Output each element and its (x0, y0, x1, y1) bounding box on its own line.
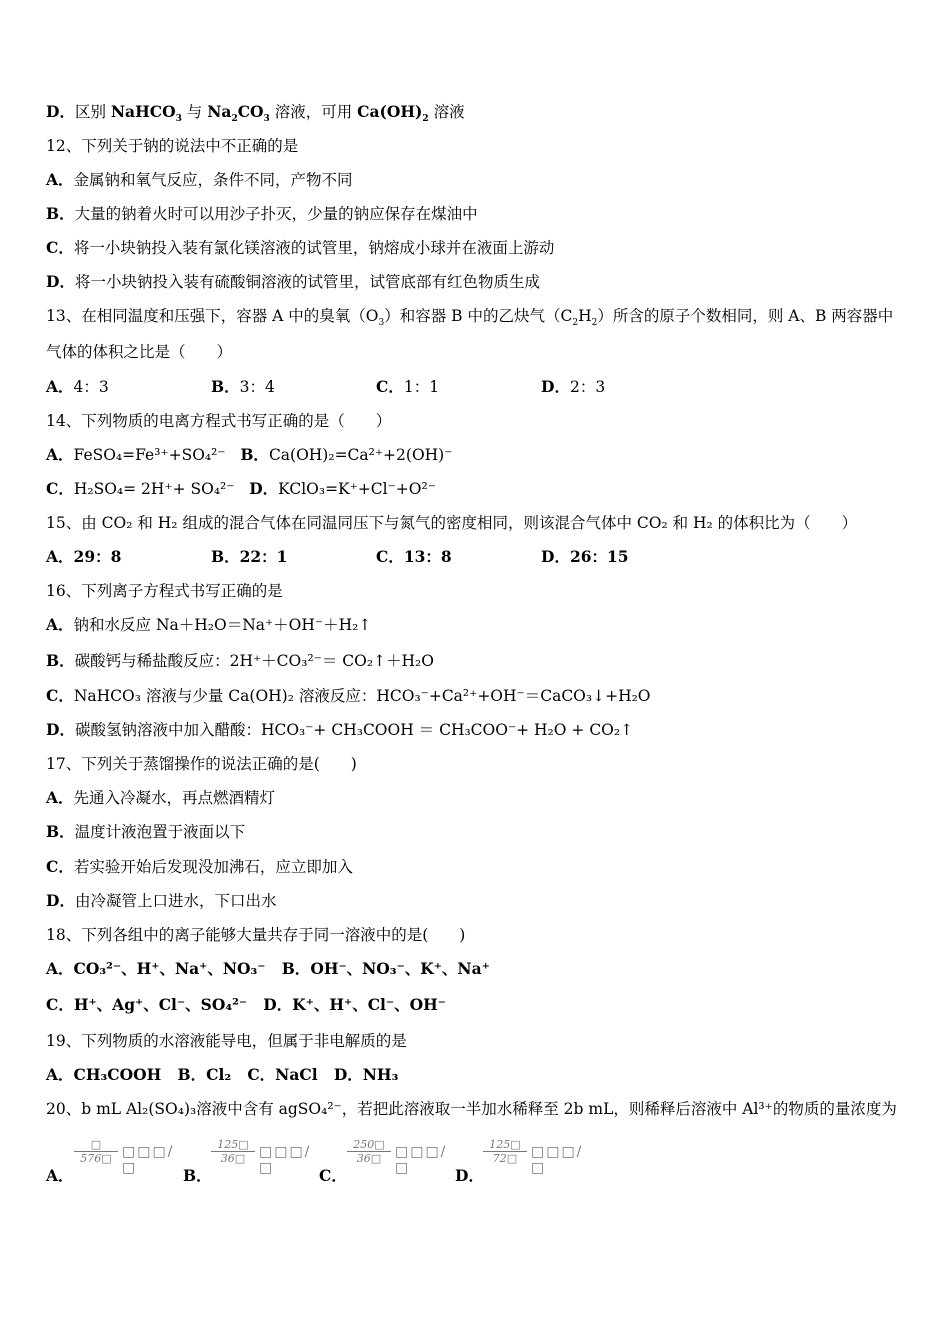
q14-options-cd: C．H₂SO₄= 2H⁺+ SO₄²⁻ D．KClO₃=K⁺+Cl⁻+O²⁻ (46, 479, 436, 498)
q17-stem: 17、下列关于蒸馏操作的说法正确的是( ) (46, 755, 357, 773)
q15-option-a: A．29：8 (46, 547, 122, 566)
q15-option-c: C．13：8 (376, 547, 452, 566)
q17-option-c: C．若实验开始后发现没加沸石，应立即加入 (46, 857, 353, 876)
q19-options: A．CH₃COOH B．Cl₂ C．NaCl D．NH₃ (46, 1065, 399, 1084)
q15-option-d: D．26：15 (541, 547, 629, 566)
q17-option-d: D．由冷凝管上口进水，下口出水 (46, 891, 277, 910)
q14-stem: 14、下列物质的电离方程式书写正确的是（ ） (46, 412, 392, 430)
q12-stem: 12、下列关于钠的说法中不正确的是 (46, 137, 299, 155)
q12-option-b: B．大量的钠着火时可以用沙子扑灭，少量的钠应保存在煤油中 (46, 204, 478, 223)
q11-option-d: D．区别 NaHCO$_3$ 与 $Na_2CO_3$ 溶液，可用 $Ca(OH)_2$ 溶液 (46, 102, 465, 125)
q20-stem: 20、b mL Al₂(SO₄)₃溶液中含有 agSO₄²⁻，若把此溶液取一半加水稀释至 2b mL，则稀释后溶液中 Al³⁺的物质的量浓度为 (46, 1100, 897, 1118)
q14-options-ab: A．FeSO₄=Fe³⁺+SO₄²⁻ B．Ca(OH)₂=Ca²⁺+2(OH)⁻ (46, 445, 453, 464)
q17-option-a: A．先通入冷凝水，再点燃酒精灯 (46, 788, 276, 807)
q16-option-a: A．钠和水反应 Na＋H₂O＝Na⁺＋OH⁻＋H₂↑ (46, 615, 372, 634)
q18-options-ab: A．CO₃²⁻、H⁺、Na⁺、NO₃⁻ B．OH⁻、NO₃⁻、K⁺、Na⁺ (46, 959, 490, 978)
q13-option-a: A．4：3 (46, 377, 109, 396)
q18-options-cd: C．H⁺、Ag⁺、Cl⁻、SO₄²⁻ D．K⁺、H⁺、Cl⁻、OH⁻ (46, 995, 446, 1014)
q17-option-b: B．温度计液泡置于液面以下 (46, 822, 246, 841)
q12-option-a: A．金属钠和氧气反应，条件不同，产物不同 (46, 170, 353, 189)
q13-stem: 13、在相同温度和压强下，容器 A 中的臭氧$(O_3)$和容器 B 中的乙炔气$(C_2H_2)$所含的原子个数相同，则 A、B 两容器中 (46, 307, 894, 329)
q13-stem-continued: 气体的体积之比是（ ） (46, 343, 233, 361)
q12-option-c: C．将一小块钠投入装有氯化镁溶液的试管里，钠熔成小球并在液面上游动 (46, 238, 555, 257)
q13-option-d: D．2：3 (541, 377, 606, 396)
q12-option-d: D．将一小块钠投入装有硫酸铜溶液的试管里，试管底部有红色物质生成 (46, 272, 540, 291)
q15-stem: 15、由 CO₂ 和 H₂ 组成的混合气体在同温同压下与氮气的密度相同，则该混合气体中 CO₂ 和 H₂ 的体积比为（ ） (46, 514, 858, 532)
q13-option-c: C．1：1 (376, 377, 440, 396)
q16-option-c: C．NaHCO₃ 溶液与少量 Ca(OH)₂ 溶液反应：HCO₃⁻+Ca²⁺+OH⁻＝CaCO₃↓+H₂O (46, 686, 651, 705)
q16-option-d: D．碳酸氢钠溶液中加入醋酸：HCO₃⁻+ CH₃COOH ＝ CH₃COO⁻+ H₂O + CO₂↑ (46, 720, 634, 739)
q16-option-b: B．碳酸钙与稀盐酸反应：2H⁺＋CO₃²⁻＝ CO₂↑＋H₂O (46, 651, 434, 670)
q16-stem: 16、下列离子方程式书写正确的是 (46, 582, 283, 600)
q18-stem: 18、下列各组中的离子能够大量共存于同一溶液中的是( ) (46, 926, 466, 944)
q19-stem: 19、下列物质的水溶液能导电，但属于非电解质的是 (46, 1032, 407, 1050)
q13-option-b: B．3：4 (211, 377, 275, 396)
q15-option-b: B．22：1 (211, 547, 288, 566)
